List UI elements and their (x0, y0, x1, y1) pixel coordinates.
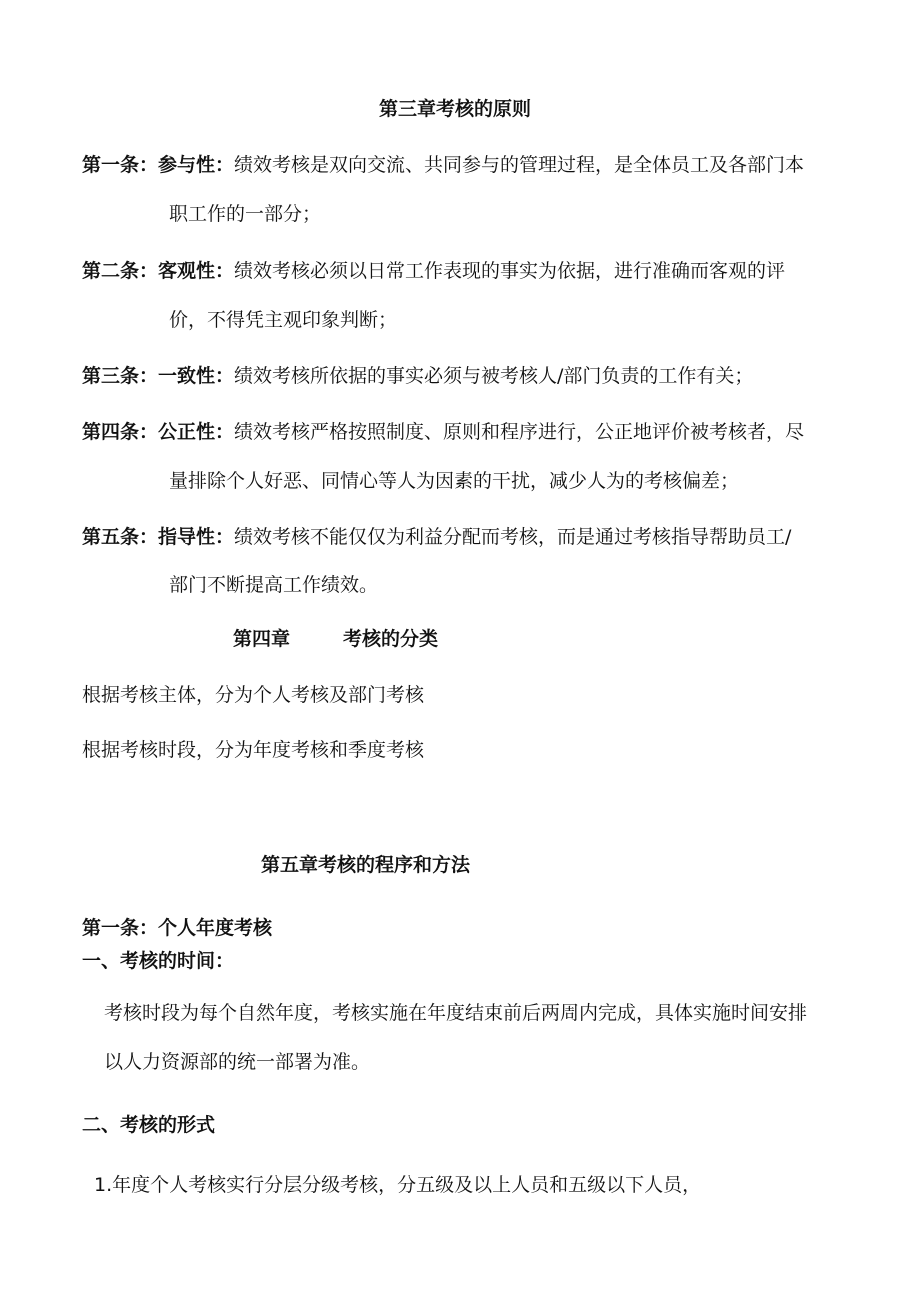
article-number: 第四条： (82, 421, 159, 443)
chapter3-article-2 (82, 259, 785, 283)
article-term: 参与性： (158, 154, 235, 176)
article-number: 第二条： (82, 260, 159, 282)
chapter5-title: 第五章考核的程序和方法 (261, 854, 471, 876)
chapter3-article-4-cont: 量排除个人好恶、同情心等人为因素的干扰，减少人为的考核偏差； (169, 470, 740, 492)
section-1-heading: 一、考核的时间： (82, 950, 235, 972)
article-number: 第五条： (82, 526, 159, 548)
section-2-heading: 二、考核的形式 (82, 1114, 216, 1136)
chapter3-title: 第三章考核的原则 (379, 98, 532, 120)
chapter3-article-5 (82, 525, 791, 549)
article-number: 第一条： (82, 154, 159, 176)
section-1-text-1: 考核时段为每个自然年度，考核实施在年度结束前后两周内完成，具体实施时间安排 (104, 1002, 808, 1024)
chapter4-title-suffix: 考核的分类 (343, 628, 439, 650)
chapter3-article-4 (82, 420, 804, 444)
article-text: 绩效考核严格按照制度、原则和程序进行，公正地评价被考核者，尽 (234, 421, 805, 443)
article-text: 绩效考核必须以日常工作表现的事实为依据，进行准确而客观的评 (234, 260, 786, 282)
article-term: 公正性： (158, 421, 235, 443)
chapter4-title-prefix: 第四章 (233, 628, 291, 650)
article-term: 一致性： (158, 365, 235, 387)
article-text: 绩效考核是双向交流、共同参与的管理过程，是全体员工及各部门本 (234, 154, 805, 176)
chapter3-article-2-cont: 价，不得凭主观印象判断； (169, 309, 398, 331)
chapter3-article-5-cont: 部门不断提高工作绩效。 (169, 574, 379, 596)
article-text: 绩效考核不能仅仅为利益分配而考核，而是通过考核指导帮助员工/ (234, 526, 792, 548)
chapter4-line-2: 根据考核时段，分为年度考核和季度考核 (82, 739, 425, 761)
chapter5-article-1: 第一条：个人年度考核 (82, 917, 273, 939)
chapter4-line-1: 根据考核主体，分为个人考核及部门考核 (82, 684, 425, 706)
section-1-text-2: 以人力资源部的统一部署为准。 (104, 1051, 371, 1073)
chapter3-article-1 (82, 153, 804, 177)
article-number: 第三条： (82, 365, 159, 387)
article-term: 客观性： (158, 260, 235, 282)
section-2-item-1: 1.年度个人考核实行分层分级考核，分五级及以上人员和五级以下人员， (94, 1174, 702, 1196)
article-text: 绩效考核所依据的事实必须与被考核人/部门负责的工作有关； (234, 365, 754, 387)
article-term: 指导性： (158, 526, 235, 548)
chapter3-article-3 (82, 364, 753, 388)
chapter3-article-1-cont: 职工作的一部分； (169, 203, 322, 225)
